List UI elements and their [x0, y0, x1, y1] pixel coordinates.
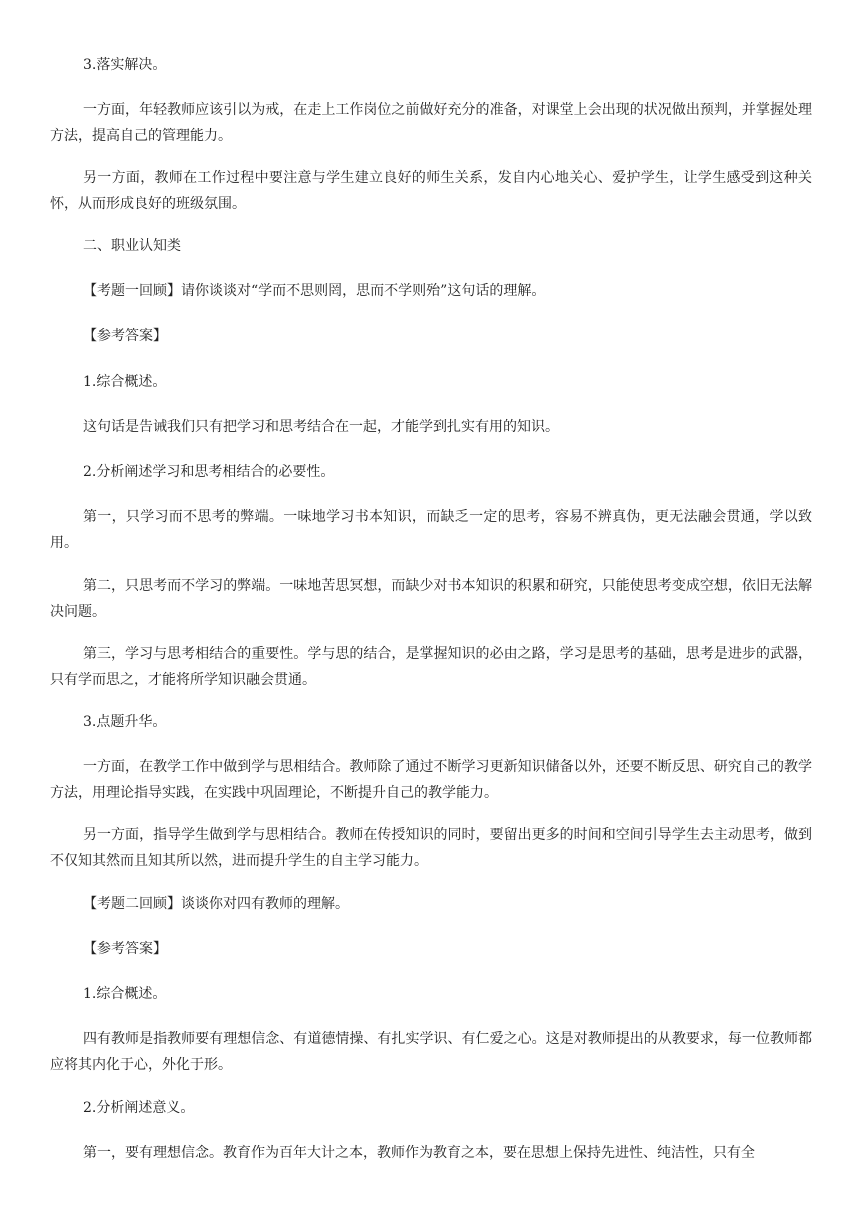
paragraph-8: 这句话是告诫我们只有把学习和思考结合在一起，才能学到扎实有用的知识。 [83, 419, 559, 435]
paragraph-9: 2.分析阐述学习和思考相结合的必要性。 [83, 464, 335, 480]
question-2: 【考题二回顾】谈谈你对四有教师的理解。 [83, 896, 349, 912]
paragraph-15: 另一方面，指导学生做到学与思相结合。教师在传授知识的同时，要留出更多的时间和空间引导学生去主动思考，做到不仅知其然而且知其所以然，进而提升学生的自主学习能力。 [50, 827, 812, 869]
question-1: 【考题一回顾】请你谈谈对“学而不思则罔，思而不学则殆”这句话的理解。 [83, 283, 546, 299]
paragraph-14: 一方面，在教学工作中做到学与思相结合。教师除了通过不断学习更新知识储备以外，还要不断反思、研究自己的教学方法，用理论指导实践，在实践中巩固理论，不断提升自己的教学能力。 [50, 759, 812, 801]
paragraph-7: 1.综合概述。 [83, 374, 167, 390]
paragraph-12: 第三，学习与思考相结合的重要性。学与思的结合，是掌握知识的必由之路，学习是思考的基础，思考是进步的武器，只有学而思之，才能将所学知识融会贯通。 [50, 646, 812, 688]
paragraph-20: 2.分析阐述意义。 [83, 1100, 195, 1116]
paragraph-3: 另一方面，教师在工作过程中要注意与学生建立良好的师生关系，发自内心地关心、爱护学生，让学生感受到这种关怀，从而形成良好的班级氛围。 [50, 170, 812, 212]
paragraph-11: 第二，只思考而不学习的弊端。一味地苦思冥想，而缺少对书本知识的积累和研究，只能使思考变成空想，依旧无法解决问题。 [50, 578, 812, 620]
paragraph-21: 第一，要有理想信念。教育作为百年大计之本，教师作为教育之本，要在思想上保持先进性、纯洁性，只有全 [83, 1145, 755, 1161]
paragraph-19: 四有教师是指教师要有理想信念、有道德情操、有扎实学识、有仁爱之心。这是对教师提出的从教要求，每一位教师都应将其内化于心，外化于形。 [50, 1031, 812, 1073]
answer-label-1: 【参考答案】 [83, 328, 167, 344]
paragraph-10: 第一，只学习而不思考的弊端。一味地学习书本知识，而缺乏一定的思考，容易不辨真伪，更无法融会贯通，学以致用。 [50, 509, 812, 551]
paragraph-18: 1.综合概述。 [83, 986, 167, 1002]
answer-label-2: 【参考答案】 [83, 941, 167, 957]
paragraph-13: 3.点题升华。 [83, 714, 167, 730]
paragraph-2: 一方面，年轻教师应该引以为戒，在走上工作岗位之前做好充分的准备，对课堂上会出现的状况做出预判，并掌握处理方法，提高自己的管理能力。 [50, 102, 812, 144]
paragraph-1: 3.落实解决。 [83, 57, 167, 73]
section-heading: 二、职业认知类 [83, 238, 181, 254]
